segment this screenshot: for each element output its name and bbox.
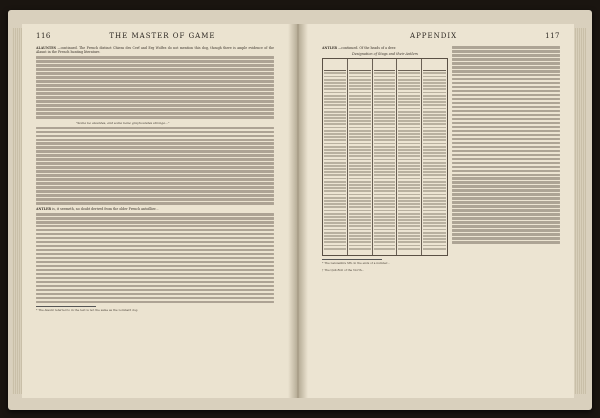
right-heading-text: —continued. Of the heads of a deer. [338,46,397,50]
left-heading-alauntes: ALAUNTES [36,46,56,50]
table-column [422,59,447,255]
left-verse: "Some be alauntes, and some bene greyhoundes stronge..." [76,120,170,125]
table-column [348,59,373,255]
table-column [373,59,398,255]
table-header [374,60,396,71]
right-footnote-1: * The Lancashire MS. in the ends of a number... [322,261,390,266]
left-footnote-rule [36,306,96,307]
left-running-title: THE MASTER OF GAME [109,32,216,40]
table-column [397,59,422,255]
right-page-edges [574,28,586,394]
antler-table [322,58,448,256]
left-para-1 [36,46,274,54]
right-running-head [322,32,560,40]
left-running-head [36,32,274,40]
left-page-number: 116 [36,32,51,40]
table-header [349,60,371,71]
left-page [22,24,288,398]
table-column [323,59,348,255]
right-page [308,24,574,398]
left-para-1-text: —continued. The French distinct Chiens des Cerf and Erg Wolfes do not mention this dog, though there is ample evidence of the Alaunt in the French hunting literature. [36,46,275,55]
right-table-wrap [322,46,560,256]
table-caption: Designation of Stags and their Antlers [352,52,418,57]
table-header [398,60,420,71]
left-page-edges [12,28,22,394]
right-side-text [452,46,560,256]
open-book [8,10,592,410]
right-page-number: 117 [545,32,560,40]
right-para-1 [322,46,448,50]
right-heading-antler: ANTLER [322,46,338,50]
right-footnote-2: † The Quit-Roll of the North... [322,267,365,272]
right-text-block [322,46,560,390]
left-text-lines-3 [36,213,274,303]
left-para-2 [36,207,274,211]
table-header [423,60,446,71]
book-gutter [288,24,308,398]
left-footnote: * The Alaunt referred to in the text is not the same as the Lombard dog. [36,308,139,313]
left-text-block [36,46,274,390]
table-header [324,60,346,71]
left-para-2-text: is, it seemeth, no doubt derived from the older French antoillier... [52,206,159,211]
left-heading-antler: ANTLER [36,206,52,211]
right-footnote-rule [322,259,382,260]
right-running-title: APPENDIX [410,32,458,40]
left-text-lines-2 [36,127,274,205]
left-text-lines-1 [36,56,274,118]
